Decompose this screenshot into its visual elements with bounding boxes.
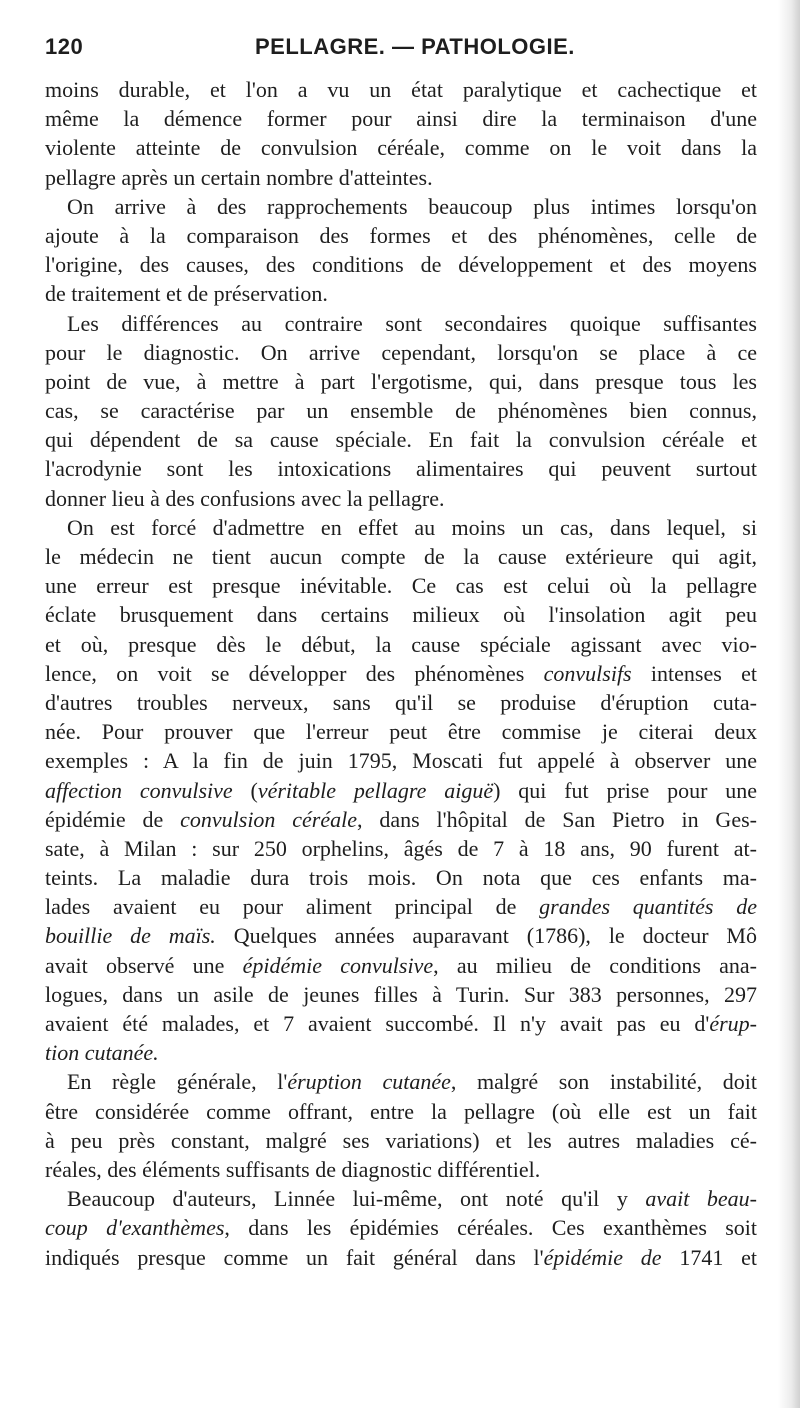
text-segment: née. Pour prouver que l'erreur peut être commise je citerai deux: [45, 719, 757, 745]
text-segment: pour le diagnostic. On arrive cependant, lorsqu'on se place à ce: [45, 339, 757, 365]
text-line: [45, 1038, 757, 1067]
text-line: [45, 279, 757, 308]
text-line: [45, 484, 757, 513]
text-line: [45, 630, 757, 659]
text-segment: avait observé une: [45, 952, 243, 978]
text-segment: avaient été malades, et 7 avaient succombé. Il n'y avait pas eu d': [45, 1011, 710, 1036]
italic-text: épidémie de: [543, 1244, 662, 1270]
text-line: [45, 163, 757, 192]
text-line: [45, 250, 757, 279]
text-line: [45, 513, 757, 542]
text-segment: moins durable, et l'on a vu un état paralytique et cachectique et: [45, 77, 757, 102]
text-line: [45, 980, 757, 1009]
text-segment: 1741 et: [661, 1244, 757, 1270]
text-segment: l'origine, des causes, des conditions de développement et des moyens: [45, 252, 757, 278]
italic-text: tion cutanée.: [45, 1040, 159, 1066]
text-segment: Beaucoup d'auteurs, Linnée lui-même, ont noté qu'il y: [67, 1186, 646, 1212]
italic-text: épidémie convulsive: [242, 952, 434, 978]
text-segment: violente atteinte de convulsion céréale, comme on le voit dans la: [45, 135, 757, 161]
text-line: [45, 338, 757, 367]
text-line: [45, 688, 757, 717]
italic-text: convulsifs: [543, 660, 632, 686]
text-line: [45, 309, 757, 338]
text-segment: le médecin ne tient aucun compte de la cause extérieure qui agit,: [45, 544, 757, 569]
text-segment: d'autres troubles nerveux, sans qu'il se produise d'éruption cuta-: [45, 689, 757, 715]
text-segment: (: [232, 777, 258, 803]
text-segment: Quelques années auparavant (1786), le docteur Mô: [215, 923, 757, 949]
text-segment: être considérée comme offrant, entre la pellagre (où elle est un fait: [45, 1098, 757, 1124]
text-line: [45, 951, 757, 980]
text-segment: épidémie de: [45, 806, 181, 832]
text-segment: donner lieu à des confusions avec la pellagre.: [45, 485, 445, 511]
page-edge-shadow: [778, 0, 800, 1408]
text-segment: de traitement et de préservation.: [45, 281, 328, 307]
text-segment: même la démence former pour ainsi dire la terminaison d'une: [45, 106, 757, 132]
text-segment: Les différences au contraire sont secondaires quoique suffisantes: [67, 310, 757, 336]
italic-text: coup d'exanthèmes: [45, 1215, 225, 1241]
text-segment: ) qui fut prise pour une: [493, 777, 758, 803]
text-segment: et où, presque dès le début, la cause spéciale agissant avec vio-: [45, 631, 757, 657]
italic-text: érup-: [709, 1011, 757, 1036]
text-segment: point de vue, à mettre à part l'ergotisme, qui, dans presque tous les: [45, 368, 757, 394]
text-segment: à peu près constant, malgré ses variations) et les autres maladies cé-: [45, 1127, 757, 1153]
text-segment: éclate brusquement dans certains milieux où l'insolation agit peu: [45, 602, 757, 628]
text-line: [45, 192, 757, 221]
italic-text: convulsion céréale: [180, 806, 358, 832]
text-segment: En règle générale, l': [67, 1069, 288, 1095]
text-line: [45, 425, 757, 454]
italic-text: bouillie de maïs.: [45, 923, 216, 949]
page-header: [45, 34, 757, 64]
text-line: [45, 133, 757, 162]
text-line: [45, 1009, 757, 1038]
text-segment: logues, dans un asile de jeunes filles à Turin. Sur 383 personnes, 297: [45, 981, 757, 1007]
text-line: [45, 805, 757, 834]
text-segment: cas, se caractérise par un ensemble de phénomènes bien connus,: [45, 398, 757, 424]
text-segment: l'acrodynie sont les intoxications alimentaires qui peuvent surtout: [45, 456, 757, 482]
text-line: [45, 600, 757, 629]
text-line: [45, 717, 757, 746]
text-segment: intenses et: [631, 660, 757, 686]
italic-text: grandes quantités de: [539, 894, 757, 920]
body-text: [45, 75, 757, 1272]
italic-text: avait beau-: [645, 1186, 757, 1212]
text-line: [45, 659, 757, 688]
text-line: [45, 746, 757, 775]
running-title: PELLAGRE. — PATHOLOGIE.: [255, 34, 575, 59]
italic-text: véritable pellagre aiguë: [257, 777, 494, 803]
text-segment: sate, à Milan : sur 250 orphelins, âgés de 7 à 18 ans, 90 furent at-: [45, 835, 757, 861]
text-line: [45, 75, 757, 104]
text-segment: lades avaient eu pour aliment principal de: [45, 894, 540, 920]
text-segment: , dans les épidémies céréales. Ces exanthèmes soit: [224, 1215, 757, 1241]
italic-text: éruption cutanée: [287, 1069, 451, 1095]
text-segment: réales, des éléments suffisants de diagnostic différentiel.: [45, 1156, 541, 1182]
text-line: [45, 542, 757, 571]
text-segment: On arrive à des rapprochements beaucoup plus intimes lorsqu'on: [67, 193, 757, 219]
text-line: [45, 1097, 757, 1126]
text-line: [45, 776, 757, 805]
text-segment: lence, on voit se développer des phénomènes: [45, 660, 544, 686]
text-segment: pellagre après un certain nombre d'atteintes.: [45, 164, 433, 190]
text-line: [45, 221, 757, 250]
text-line: [45, 892, 757, 921]
text-line: [45, 863, 757, 892]
text-line: [45, 834, 757, 863]
text-line: [45, 921, 757, 950]
text-segment: indiqués presque comme un fait général dans l': [45, 1244, 544, 1270]
text-segment: exemples : A la fin de juin 1795, Moscati fut appelé à observer une: [45, 748, 757, 774]
page-number: 120: [45, 34, 84, 59]
text-line: [45, 1155, 757, 1184]
text-line: [45, 1243, 757, 1272]
text-line: [45, 1067, 757, 1096]
text-segment: ajoute à la comparaison des formes et des phénomènes, celle de: [45, 222, 757, 248]
text-line: [45, 1126, 757, 1155]
text-segment: On est forcé d'admettre en effet au moins un cas, dans lequel, si: [67, 514, 757, 540]
text-line: [45, 1184, 757, 1213]
text-segment: , au milieu de conditions ana-: [433, 952, 757, 978]
text-segment: qui dépendent de sa cause spéciale. En fait la convulsion céréale et: [45, 427, 757, 453]
text-segment: , malgré son instabilité, doit: [450, 1069, 757, 1095]
text-line: [45, 571, 757, 600]
text-line: [45, 104, 757, 133]
text-line: [45, 396, 757, 425]
text-line: [45, 454, 757, 483]
text-segment: , dans l'hôpital de San Pietro in Ges-: [357, 806, 757, 832]
text-segment: une erreur est presque inévitable. Ce cas est celui où la pellagre: [45, 573, 757, 599]
text-line: [45, 1213, 757, 1242]
text-segment: teints. La maladie dura trois mois. On nota que ces enfants ma-: [45, 865, 757, 891]
text-line: [45, 367, 757, 396]
italic-text: affection convulsive: [45, 777, 233, 803]
